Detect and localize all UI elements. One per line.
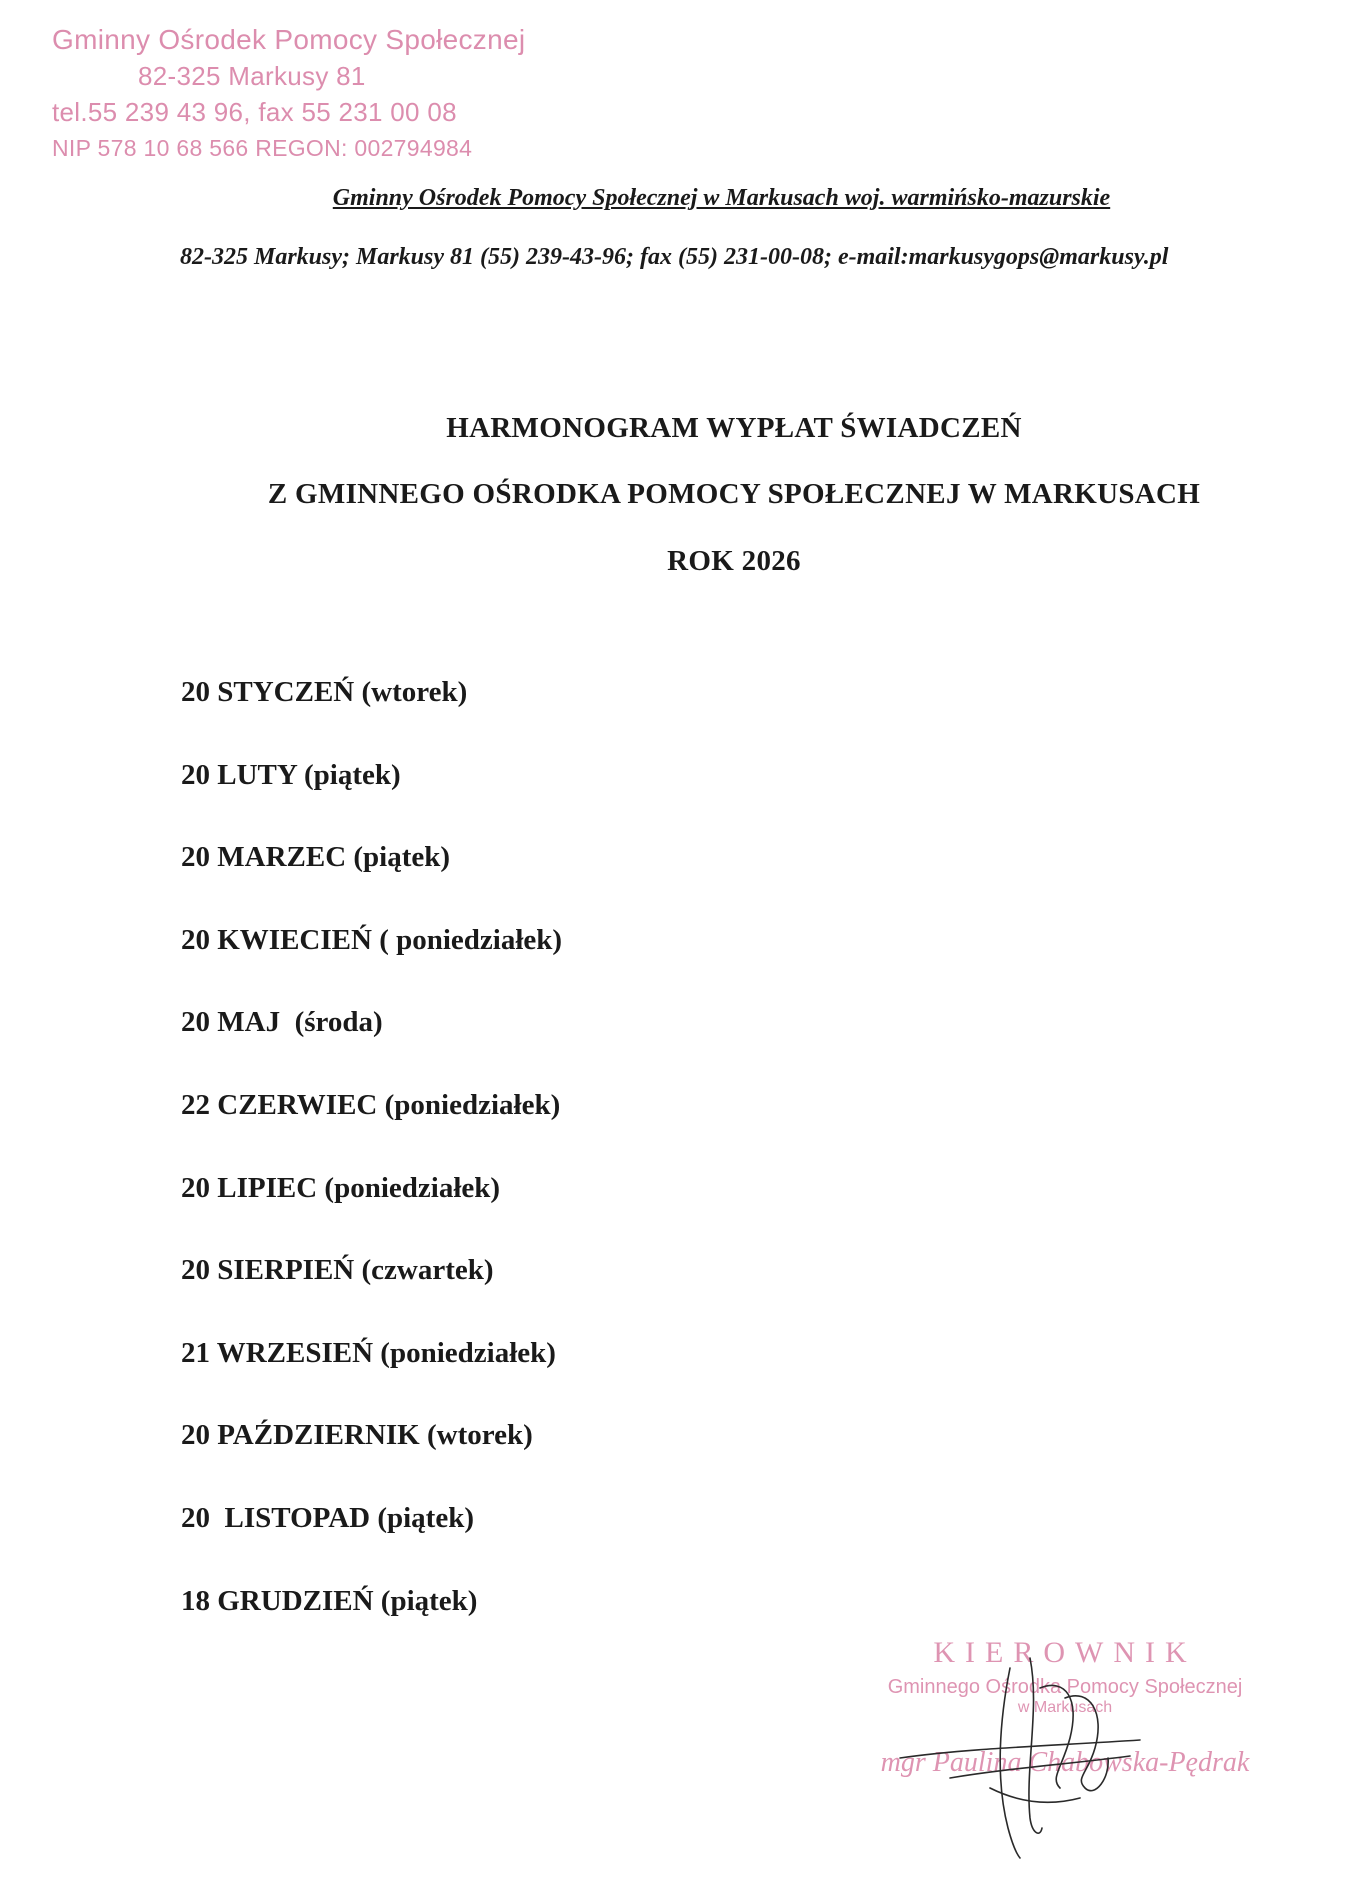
letterhead-contact: 82-325 Markusy; Markusy 81 (55) 239-43-96; fax (55) 231-00-08; e-mail:markusygops@markusy.pl <box>180 244 1169 270</box>
letterhead-name: Gminny Ośrodek Pomocy Społecznej w Markusach woj. warmińsko-mazurskie <box>332 185 1111 211</box>
stamp-line-address: 82-325 Markusy 81 <box>138 61 366 91</box>
schedule-item: 20 SIERPIEŃ (czwartek) <box>181 1254 494 1287</box>
schedule-item: 22 CZERWIEC (poniedziałek) <box>181 1088 561 1121</box>
stamp-title: KIEROWNIK <box>933 1636 1197 1669</box>
stamp-org: Gminnego Ośrodka Pomocy Społecznej <box>887 1676 1243 1698</box>
institution-stamp <box>52 22 526 166</box>
handwritten-signature <box>890 1628 1250 1868</box>
schedule-item: 20 LUTY (piątek) <box>181 758 401 791</box>
schedule-item: 20 STYCZEŃ (wtorek) <box>181 676 468 708</box>
stamp-line-nip: NIP 578 10 68 566 REGON: 002794984 <box>52 135 473 161</box>
stamp-place: w Markusach <box>1017 1699 1113 1716</box>
schedule-item: 20 KWIECIEŃ ( poniedziałek) <box>181 923 563 956</box>
schedule-item: 20 LIPIEC (poniedziałek) <box>181 1171 501 1204</box>
document-year: ROK 2026 <box>667 545 801 577</box>
document-title: HARMONOGRAM WYPŁAT ŚWIADCZEŃ <box>446 412 1022 444</box>
stamp-line-name: Gminny Ośrodek Pomocy Społecznej <box>52 24 526 55</box>
schedule-item: 20 MAJ (środa) <box>181 1006 383 1039</box>
document-subtitle: Z GMINNEGO OŚRODKA POMOCY SPOŁECZNEJ W MARKUSACH <box>267 478 1201 510</box>
schedule-item: 20 MARZEC (piątek) <box>181 841 451 874</box>
schedule-item: 21 WRZESIEŃ (poniedziałek) <box>181 1336 556 1369</box>
schedule-item: 20 PAŹDZIERNIK (wtorek) <box>181 1419 533 1452</box>
schedule-item: 20 LISTOPAD (piątek) <box>181 1501 474 1534</box>
stamp-line-phone: tel.55 239 43 96, fax 55 231 00 08 <box>52 97 457 127</box>
payment-schedule-list <box>181 672 562 1663</box>
schedule-item: 18 GRUDZIEŃ (piątek) <box>181 1584 478 1617</box>
stamp-signer: mgr Paulina Chabowska-Pędrak <box>880 1747 1250 1778</box>
